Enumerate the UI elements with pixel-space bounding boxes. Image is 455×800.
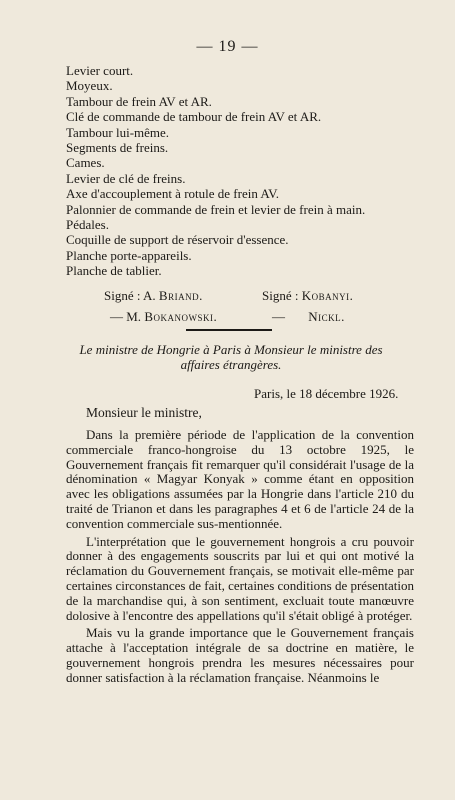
list-item: Palonnier de commande de frein et levier de frein à main. bbox=[66, 201, 366, 217]
section-divider bbox=[186, 329, 272, 331]
list-item: Planche porte-appareils. bbox=[66, 247, 192, 263]
list-item: Coquille de support de réservoir d'essence. bbox=[66, 232, 289, 248]
list-item: Levier court. bbox=[66, 63, 134, 78]
list-item: Tambour lui-même. bbox=[66, 124, 170, 140]
page-number: — 19 — bbox=[196, 38, 259, 55]
list-item: Segments de freins. bbox=[66, 140, 169, 156]
list-item: Tambour de frein AV et AR. bbox=[66, 93, 212, 109]
signatory-name: Nickl. bbox=[308, 309, 345, 324]
list-item: Axe d'accouplement à rotule de frein AV. bbox=[66, 186, 280, 202]
paragraph: Mais vu la grande importance que le Gouvernement français attache à l'acceptation intégrale de sa doctrine en matière, le gouvernement hongrois prendra les mesures nécessaires pour donner satisfaction à la réclamation française. Néanmoins le bbox=[66, 625, 414, 685]
list-item: Cames. bbox=[66, 155, 105, 171]
list-item: Planche de tablier. bbox=[66, 263, 162, 279]
letter-heading: Le ministre de Hongrie à Paris à Monsieur le ministre des affaires étrangères. bbox=[79, 342, 383, 372]
paragraph: L'interprétation que le gouvernement hongrois a cru pouvoir donner à des engagements souscrits par lui et qui ont motivé la réclamation du Gouvernement français, se motivait elle-même par certaines circonstances de fait, certaines conditions de présentation de la marchandise qui, à son sentiment, excluait toute manœuvre dolosive à l'encontre des appellations qu'il s'était obligé à protéger. bbox=[66, 533, 414, 623]
signature-briand bbox=[104, 288, 203, 304]
paragraph: Dans la première période de l'application de la convention commerciale franco-hongroise du 13 octobre 1925, le Gouvernement français fit remarquer qu'il considérait l'usage de la dénomination « Magyar Konyak » comme étant en opposition avec les obligations assumées par la Hongrie dans l'article 210 du traité de Trianon et dans les paragraphes 4 et 6 de l'article 24 de la convention commerciale sus-mentionnée. bbox=[66, 427, 414, 531]
parts-list bbox=[66, 63, 365, 279]
signatory-name: Kobanyi. bbox=[301, 288, 354, 303]
signature-label: Signé : bbox=[262, 288, 299, 303]
signatory-name: Bokanowski. bbox=[144, 309, 218, 324]
signature-bokanowski bbox=[110, 309, 217, 325]
list-item: Moyeux. bbox=[66, 78, 113, 94]
signatory-name: Briand. bbox=[158, 288, 203, 303]
signature-label: Signé : A. bbox=[104, 288, 156, 303]
list-item: Pédales. bbox=[66, 217, 109, 233]
letter-date: Paris, le 18 décembre 1926. bbox=[254, 386, 399, 401]
signature-kobanyi bbox=[262, 288, 353, 304]
list-item: Levier de clé de freins. bbox=[66, 170, 186, 186]
signature-dash: — M. bbox=[110, 309, 142, 324]
letter-salutation: Monsieur le ministre, bbox=[86, 405, 202, 420]
signature-dash: — bbox=[272, 309, 285, 324]
list-item: Clé de commande de tambour de frein AV et AR. bbox=[66, 109, 322, 125]
letter-body bbox=[66, 428, 414, 689]
signature-nickl bbox=[272, 309, 345, 325]
